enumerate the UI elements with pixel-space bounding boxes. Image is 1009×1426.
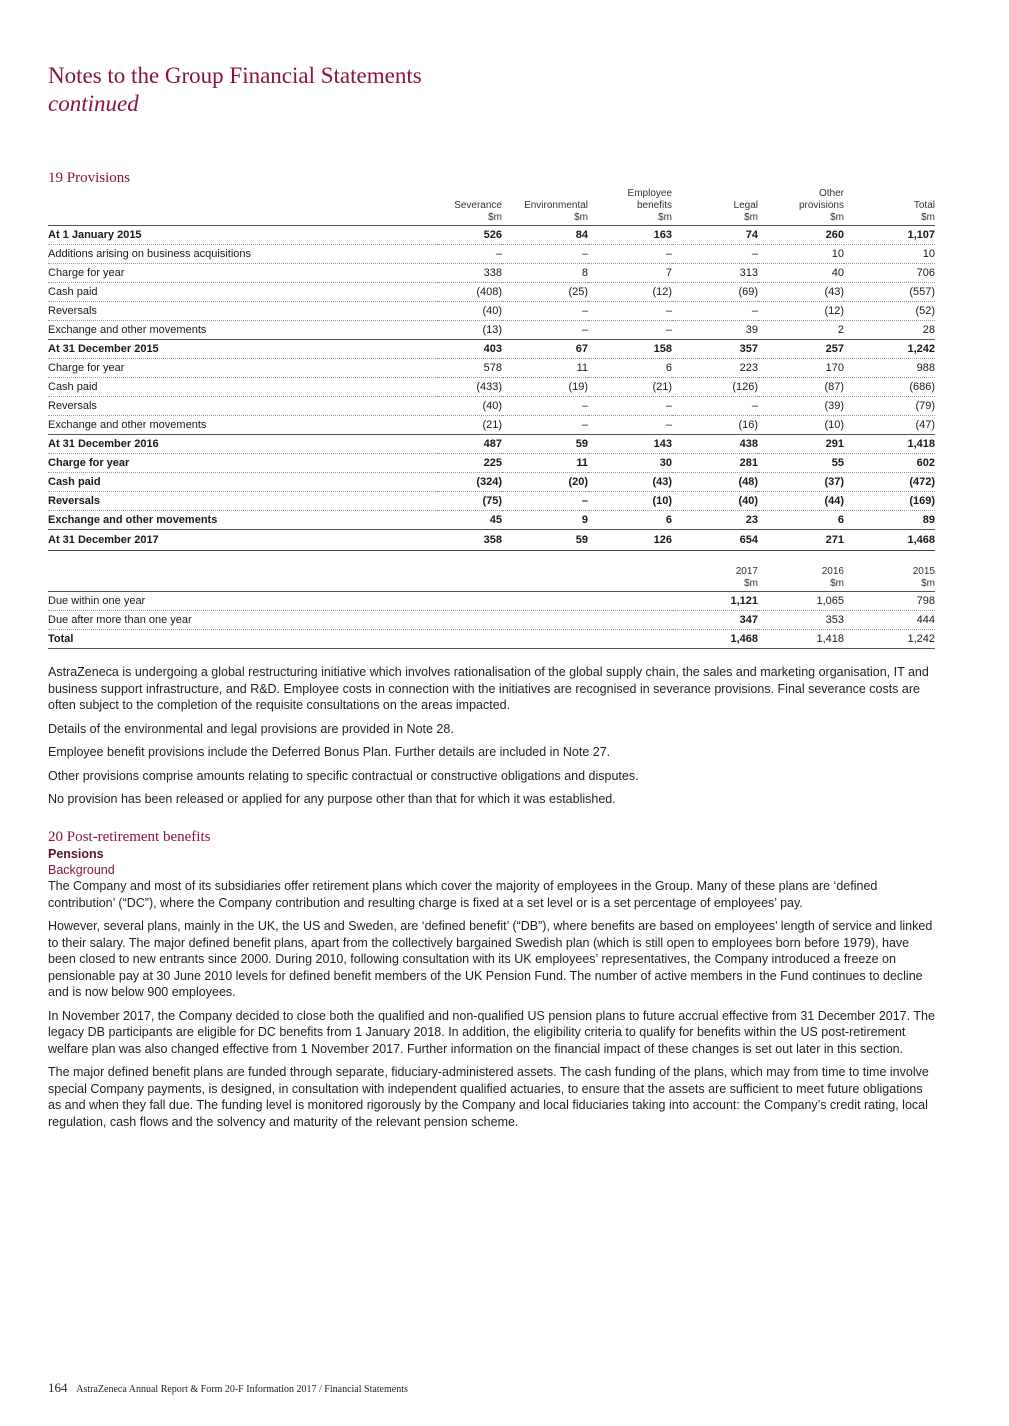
row-value: – — [588, 397, 672, 416]
row-value: 291 — [758, 435, 844, 454]
row-value: (686) — [844, 378, 935, 397]
row-value: – — [588, 245, 672, 264]
row-value: 10 — [758, 245, 844, 264]
table-row — [48, 630, 935, 649]
paragraph: The major defined benefit plans are funded through separate, fiduciary-administered assets. The cash funding of the plans, which may from time to time involve special Company payments, is designed, in consultation with independent qualified actuaries, to ensure that the assets are sufficient to meet future obligations as and when they fall due. The funding level is monitored rigorously by the Company and local fiduciaries taking into account: the Company’s credit rating, local regulation, cash flows and the solvency and maturity of the relevant pension scheme. — [48, 1065, 929, 1129]
row-value: (40) — [672, 492, 758, 511]
row-value: 143 — [588, 435, 672, 454]
row-value: 487 — [438, 435, 502, 454]
row-label: Exchange and other movements — [48, 416, 438, 435]
column-header-line2: Legal — [733, 200, 758, 211]
row-value: 59 — [502, 435, 588, 454]
paragraph: No provision has been released or applied for any purpose other than that for which it was established. — [48, 792, 616, 806]
row-value: – — [502, 492, 588, 511]
row-value: – — [438, 245, 502, 264]
column-header-line1: Employee — [627, 188, 672, 199]
table-row — [48, 530, 935, 551]
table-row — [48, 492, 935, 511]
column-header-line1 — [844, 188, 935, 200]
row-value: 30 — [588, 454, 672, 473]
row-value: 55 — [758, 454, 844, 473]
row-value: 1,065 — [758, 592, 844, 611]
row-value: (21) — [588, 378, 672, 397]
row-value: (25) — [502, 283, 588, 302]
row-value: (12) — [588, 283, 672, 302]
background-heading: Background — [48, 863, 115, 877]
row-value: (16) — [672, 416, 758, 435]
column-header-unit: $m — [488, 212, 502, 223]
row-value: (79) — [844, 397, 935, 416]
row-value: 6 — [758, 511, 844, 530]
row-value: 89 — [844, 511, 935, 530]
provisions-maturity-table — [48, 566, 935, 649]
row-value: – — [502, 302, 588, 321]
row-label: Additions arising on business acquisitions — [48, 245, 438, 264]
row-value: (44) — [758, 492, 844, 511]
column-header — [438, 188, 502, 226]
row-value: 438 — [672, 435, 758, 454]
column-header-line2: Environmental — [524, 200, 588, 211]
row-value: 11 — [502, 359, 588, 378]
row-value: (48) — [672, 473, 758, 492]
column-header-line1: Other — [818, 188, 844, 199]
row-value: 45 — [438, 511, 502, 530]
row-value: – — [588, 302, 672, 321]
paragraph: Employee benefit provisions include the Deferred Bonus Plan. Further details are included in Note 27. — [48, 745, 611, 759]
column-header-line1 — [438, 188, 502, 200]
row-value: (40) — [438, 397, 502, 416]
row-value: 271 — [758, 530, 844, 551]
row-value: 602 — [844, 454, 935, 473]
row-value: 28 — [844, 321, 935, 340]
table-row — [48, 611, 935, 630]
row-value: 163 — [588, 226, 672, 245]
row-value: 260 — [758, 226, 844, 245]
row-value: (169) — [844, 492, 935, 511]
row-value: 1,242 — [844, 630, 935, 649]
column-header-line1 — [502, 188, 588, 200]
row-label: Cash paid — [48, 283, 438, 302]
row-label: At 31 December 2015 — [48, 340, 438, 359]
row-label: Exchange and other movements — [48, 321, 438, 340]
row-value: – — [672, 302, 758, 321]
row-label: Cash paid — [48, 378, 438, 397]
row-value: 67 — [502, 340, 588, 359]
section-19-notes — [48, 664, 938, 815]
row-value: 526 — [438, 226, 502, 245]
row-label: Charge for year — [48, 454, 438, 473]
column-header-unit: $m — [921, 578, 935, 589]
header-cell-blank — [48, 188, 438, 226]
row-value: (20) — [502, 473, 588, 492]
row-value: 1,242 — [844, 340, 935, 359]
table-row — [48, 321, 935, 340]
table-header-row — [48, 188, 935, 226]
column-header — [502, 188, 588, 226]
paragraph: Other provisions comprise amounts relating to specific contractual or constructive obligations and disputes. — [48, 768, 639, 783]
row-value: 257 — [758, 340, 844, 359]
row-label: Total — [48, 630, 672, 649]
row-value: (557) — [844, 283, 935, 302]
column-header-year: 2015 — [912, 566, 935, 577]
row-value: 158 — [588, 340, 672, 359]
row-value: (69) — [672, 283, 758, 302]
row-value: (13) — [438, 321, 502, 340]
row-label: Reversals — [48, 302, 438, 321]
row-value: – — [502, 321, 588, 340]
row-value: 170 — [758, 359, 844, 378]
row-label: Reversals — [48, 397, 438, 416]
table-row — [48, 473, 935, 492]
row-value: 2 — [758, 321, 844, 340]
column-header — [588, 188, 672, 226]
page-subtitle: continued — [48, 91, 139, 116]
row-value: 357 — [672, 340, 758, 359]
paragraph: In November 2017, the Company decided to close both the qualified and non-qualified US pension plans to future accrual effective from 31 December 2017. The legacy DB participants are eligible for DC benefits from 1 January 2018. In addition, the eligibility criteria to qualify for benefits within the US post-retirement welfare plan was also changed effective from 1 November 2017. Further information on the financial impact of these changes is set out later in this section. — [48, 1008, 935, 1056]
paragraph: The Company and most of its subsidiaries offer retirement plans which cover the majority of employees in the Group. Many of these plans are ‘defined contribution’ (“DC”), where the Company contribution and resulting charge is fixed at a set level or is a set percentage of employees’ pay. — [48, 879, 878, 910]
row-value: (43) — [588, 473, 672, 492]
row-value: 9 — [502, 511, 588, 530]
column-header-unit: $m — [574, 212, 588, 223]
row-value: 40 — [758, 264, 844, 283]
row-value: (39) — [758, 397, 844, 416]
column-header — [672, 566, 758, 592]
row-value: 281 — [672, 454, 758, 473]
row-value: 6 — [588, 359, 672, 378]
row-value: – — [672, 397, 758, 416]
table-row — [48, 245, 935, 264]
column-header — [758, 188, 844, 226]
table-row — [48, 511, 935, 530]
column-header-unit: $m — [921, 212, 935, 223]
table-row — [48, 359, 935, 378]
page-header — [48, 62, 422, 118]
row-value: (21) — [438, 416, 502, 435]
paragraph: AstraZeneca is undergoing a global restructuring initiative which involves rationalisation of the global supply chain, the sales and marketing organisation, IT and business support infrastructure, and R&D. Employee costs in connection with the initiatives are recognised in severance provisions. Final severance costs are often subject to the completion of the requisite consultations on the areas impacted. — [48, 665, 929, 712]
table-row — [48, 416, 935, 435]
row-label: At 31 December 2017 — [48, 530, 438, 551]
column-header-line2: Severance — [454, 200, 502, 211]
column-header — [672, 188, 758, 226]
table-row — [48, 302, 935, 321]
column-header-unit: $m — [658, 212, 672, 223]
row-value: 39 — [672, 321, 758, 340]
column-header-unit: $m — [744, 578, 758, 589]
row-label: Due after more than one year — [48, 611, 672, 630]
column-header-line2: provisions — [798, 200, 844, 211]
row-value: 444 — [844, 611, 935, 630]
column-header — [844, 188, 935, 226]
row-label: Cash paid — [48, 473, 438, 492]
row-value: (324) — [438, 473, 502, 492]
row-value: (40) — [438, 302, 502, 321]
row-value: (10) — [758, 416, 844, 435]
column-header-line1 — [672, 188, 758, 200]
row-value: 403 — [438, 340, 502, 359]
column-header — [844, 566, 935, 592]
column-header-line2: benefits — [636, 200, 672, 211]
column-header-year: 2016 — [821, 566, 844, 577]
row-value: – — [672, 245, 758, 264]
column-header-unit: $m — [830, 578, 844, 589]
row-value: – — [502, 397, 588, 416]
row-value: (37) — [758, 473, 844, 492]
row-value: 1,468 — [672, 630, 758, 649]
row-value: 1,468 — [844, 530, 935, 551]
row-value: 706 — [844, 264, 935, 283]
row-value: 84 — [502, 226, 588, 245]
column-header-year: 2017 — [735, 566, 758, 577]
table-row — [48, 340, 935, 359]
table-row — [48, 592, 935, 611]
footer-text: AstraZeneca Annual Report & Form 20-F Information 2017 / Financial Statements — [76, 1384, 408, 1395]
table-row — [48, 378, 935, 397]
row-value: 578 — [438, 359, 502, 378]
column-header-unit: $m — [830, 212, 844, 223]
page-footer — [48, 1380, 408, 1396]
row-value: 1,121 — [672, 592, 758, 611]
row-value: (75) — [438, 492, 502, 511]
row-value: 1,418 — [758, 630, 844, 649]
row-value: (12) — [758, 302, 844, 321]
column-header-unit: $m — [744, 212, 758, 223]
row-value: – — [588, 416, 672, 435]
row-value: 654 — [672, 530, 758, 551]
row-value: 6 — [588, 511, 672, 530]
row-label: At 1 January 2015 — [48, 226, 438, 245]
row-value: 358 — [438, 530, 502, 551]
table-row — [48, 454, 935, 473]
row-label: Charge for year — [48, 359, 438, 378]
table-row — [48, 397, 935, 416]
column-header-line2: Total — [913, 200, 935, 211]
row-value: 10 — [844, 245, 935, 264]
section-20 — [48, 828, 938, 1137]
row-value: 126 — [588, 530, 672, 551]
row-value: 23 — [672, 511, 758, 530]
row-value: (10) — [588, 492, 672, 511]
column-header — [758, 566, 844, 592]
row-value: (472) — [844, 473, 935, 492]
row-label: Due within one year — [48, 592, 672, 611]
row-value: 8 — [502, 264, 588, 283]
row-value: 223 — [672, 359, 758, 378]
table-row — [48, 226, 935, 245]
row-label: Reversals — [48, 492, 438, 511]
row-value: (19) — [502, 378, 588, 397]
row-value: (43) — [758, 283, 844, 302]
page-number: 164 — [48, 1380, 68, 1395]
paragraph: However, several plans, mainly in the UK, the US and Sweden, are ‘defined benefit’ (“DB”), where benefits are based on employees’ length of service and linked to their salary. The major defined benefit plans, apart from the collectively bargained Swedish plan (which is still open to employees born before 1979), have been closed to new entrants since 2000. During 2010, following consultation with its UK employees’ representatives, the Company introduced a freeze on pensionable pay at 30 June 2010 levels for defined benefit members of the UK Pension Fund. The number of active members in the Fund continues to decline and is now below 900 employees. — [48, 919, 933, 999]
row-value: 347 — [672, 611, 758, 630]
row-value: 353 — [758, 611, 844, 630]
row-value: (408) — [438, 283, 502, 302]
row-value: – — [502, 245, 588, 264]
table-row — [48, 264, 935, 283]
row-value: (52) — [844, 302, 935, 321]
row-label: Charge for year — [48, 264, 438, 283]
row-label: Exchange and other movements — [48, 511, 438, 530]
table-row — [48, 435, 935, 454]
row-label: At 31 December 2016 — [48, 435, 438, 454]
row-value: 798 — [844, 592, 935, 611]
paragraph: Details of the environmental and legal provisions are provided in Note 28. — [48, 721, 454, 736]
section-19-title: 19 Provisions — [48, 170, 131, 186]
row-value: (433) — [438, 378, 502, 397]
row-value: (87) — [758, 378, 844, 397]
row-value: 74 — [672, 226, 758, 245]
row-value: (47) — [844, 416, 935, 435]
row-value: 225 — [438, 454, 502, 473]
section-20-title: 20 Post-retirement benefits — [48, 829, 211, 845]
row-value: 338 — [438, 264, 502, 283]
provisions-table — [48, 188, 935, 551]
header-cell-blank — [48, 566, 672, 592]
row-value: – — [502, 416, 588, 435]
row-value: 313 — [672, 264, 758, 283]
row-value: 1,418 — [844, 435, 935, 454]
row-value: 988 — [844, 359, 935, 378]
table-row — [48, 283, 935, 302]
row-value: 7 — [588, 264, 672, 283]
row-value: – — [588, 321, 672, 340]
row-value: (126) — [672, 378, 758, 397]
row-value: 59 — [502, 530, 588, 551]
row-value: 11 — [502, 454, 588, 473]
row-value: 1,107 — [844, 226, 935, 245]
page-title: Notes to the Group Financial Statements — [48, 63, 422, 88]
pensions-heading: Pensions — [48, 847, 104, 861]
table-header-row — [48, 566, 935, 592]
